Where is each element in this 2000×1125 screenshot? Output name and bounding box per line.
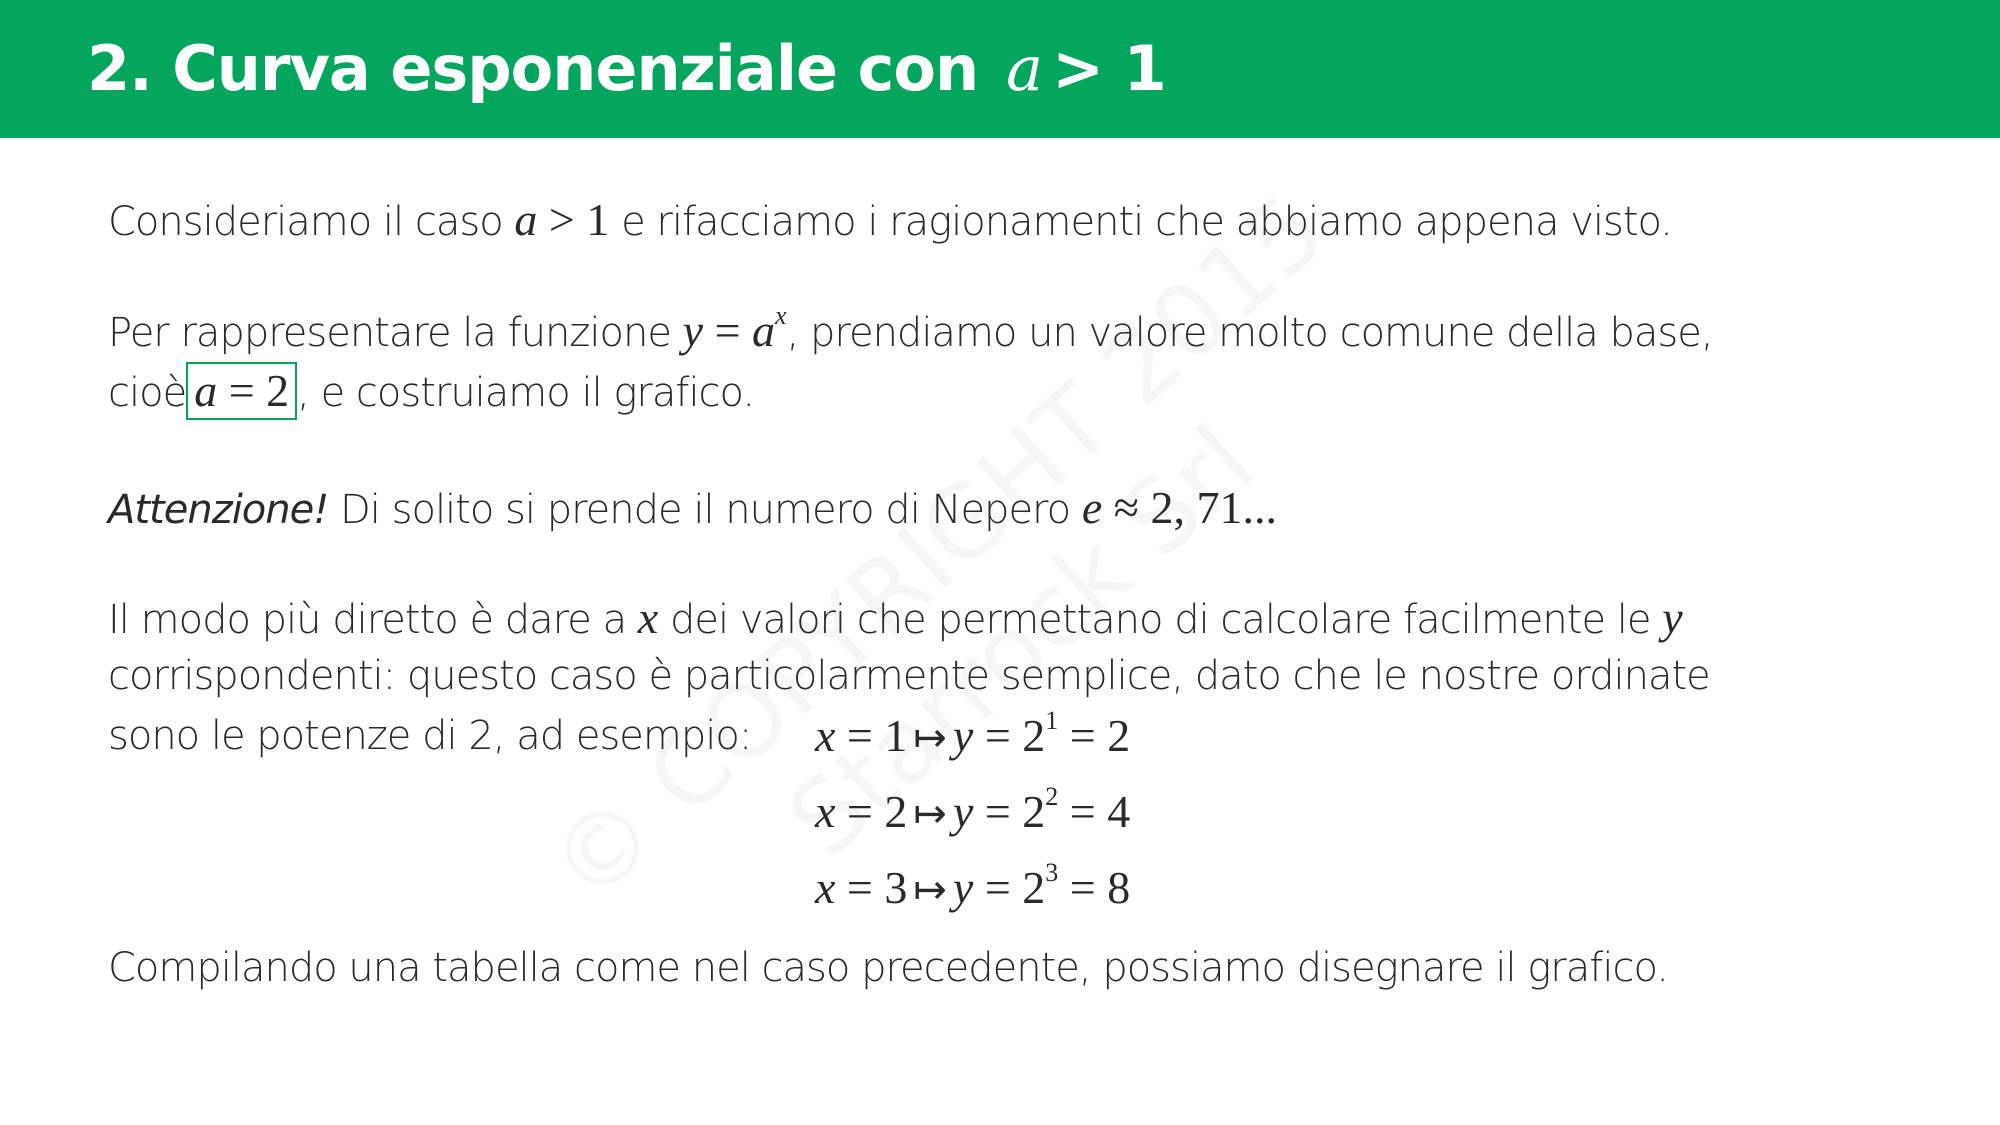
paragraph-2-line-1 xyxy=(108,300,1713,358)
p2-text-after: , prendiamo un valore molto comune della base, xyxy=(786,310,1713,356)
eq-exponent: 1 xyxy=(1045,705,1059,735)
p4-var-x: x xyxy=(637,592,659,643)
title-text: 2. Curva esponenziale con xyxy=(87,32,979,105)
title-tail: > 1 xyxy=(1052,32,1166,105)
paragraph-2-line-2 xyxy=(108,362,754,420)
p2-equals: = xyxy=(703,305,753,356)
eq-result: 2 xyxy=(1107,710,1131,761)
p2-line2-after: , e costruiamo il grafico. xyxy=(297,370,755,416)
p1-text-before: Consideriamo il caso xyxy=(108,199,503,245)
equation-row: x = 2 ↦ $y = 2^2 = 4$ xyxy=(815,781,1131,837)
paragraph-4-line-2: corrispondenti: questo caso è particolarmente semplice, dato che le nostre ordinate xyxy=(108,653,1710,699)
title-variable: a xyxy=(1006,32,1043,105)
neper-formula xyxy=(1082,482,1277,533)
p2-var-y: y xyxy=(682,305,704,356)
paragraph-4-line-1 xyxy=(108,593,1683,645)
maps-to-arrow-icon: ↦ xyxy=(913,867,947,913)
eq-exponent: 2 xyxy=(1045,781,1059,811)
p2-var-a: a xyxy=(752,305,776,356)
boxed-var-a: a xyxy=(194,365,218,416)
attention-label: Attenzione! xyxy=(108,487,329,533)
p3-math-rest: ≈ 2, 71... xyxy=(1102,482,1277,533)
eq-x-value: 2 xyxy=(884,786,908,837)
eq-exponent: 3 xyxy=(1045,857,1059,887)
p4-var-y: y xyxy=(1662,592,1683,643)
eq-base: 2 xyxy=(1022,710,1046,761)
p1-math-rest: > 1 xyxy=(537,194,610,245)
paragraph-1 xyxy=(108,195,1672,247)
p1-var-a: a xyxy=(514,194,538,245)
eq-base: 2 xyxy=(1022,862,1046,913)
paragraph-4-line-3: sono le potenze di 2, ad esempio: xyxy=(108,713,752,759)
eq-base: 2 xyxy=(1022,786,1046,837)
p1-text-after: e rifacciamo i ragionamenti che abbiamo appena visto. xyxy=(621,199,1673,245)
p3-text: Di solito si prende il numero di Nepero xyxy=(328,487,1071,533)
p4-text-before: Il modo più diretto è dare a xyxy=(108,597,627,643)
maps-to-arrow-icon: ↦ xyxy=(913,715,947,761)
eq-result: 4 xyxy=(1107,786,1131,837)
maps-to-arrow-icon: ↦ xyxy=(913,791,947,837)
p1-formula xyxy=(514,194,609,245)
equation-row: x = 3 ↦ $y = 2^3 = 8$ xyxy=(815,857,1131,913)
p2-text-before: Per rappresentare la funzione xyxy=(108,310,671,356)
title-bar xyxy=(0,0,2000,138)
paragraph-3 xyxy=(108,483,1277,535)
p4-text-mid: dei valori che permettano di calcolare facilmente le xyxy=(669,597,1651,643)
p3-var-e: e xyxy=(1081,482,1103,533)
p2-line2-before: cioè xyxy=(108,370,187,416)
eq-result: 8 xyxy=(1107,862,1131,913)
eq-x-value: 3 xyxy=(884,862,908,913)
boxed-value: = 2 xyxy=(217,365,290,416)
base-choice-box xyxy=(186,362,297,420)
paragraph-5: Compilando una tabella come nel caso precedente, possiamo disegnare il grafico. xyxy=(108,945,1668,991)
p2-function-formula xyxy=(682,300,787,356)
slide-title xyxy=(87,33,1166,105)
equation-row: x = 1 ↦ $y = 2^1 = 2$ xyxy=(815,705,1131,761)
p2-exponent-x: x xyxy=(775,300,787,330)
eq-x-value: 1 xyxy=(884,710,908,761)
